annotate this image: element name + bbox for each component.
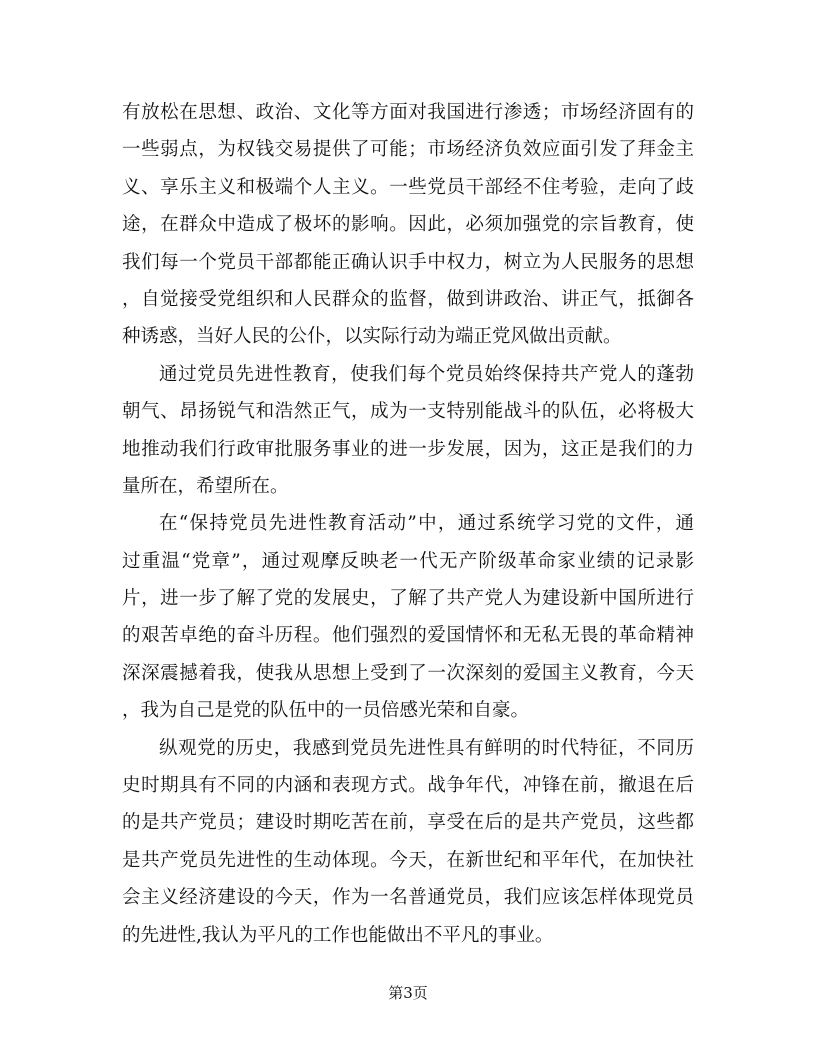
text-line: 途，在群众中造成了极坏的影响。因此，必须加强党的宗旨教育，使 [122,214,694,236]
text-line: 深深震撼着我，使我从思想上受到了一次深刻的爱国主义教育，今天 [122,662,694,684]
text-line: 会主义经济建设的今天，作为一名普通党员，我们应该怎样体现党员 [122,887,694,909]
text-line: 纵观党的历史，我感到党员先进性具有鲜明的时代特征，不同历 [159,737,694,759]
text-line: 的是共产党员；建设时期吃苦在前，享受在后的是共产党员，这些都 [122,812,694,834]
text-line: 通过党员先进性教育，使我们每个党员始终保持共产党人的蓬勃 [159,363,694,385]
text-line: 量所在，希望所在。 [122,475,289,497]
text-line: 一些弱点，为权钱交易提供了可能；市场经济负效应面引发了拜金主 [122,139,694,161]
text-line: 我们每一个党员干部都能正确认识手中权力，树立为人民服务的思想 [122,251,694,273]
text-line: 的艰苦卓绝的奋斗历程。他们强烈的爱国情怀和无私无畏的革命精神 [122,625,694,647]
text-line: 种诱惑，当好人民的公仆，以实际行动为端正党风做出贡献。 [122,326,622,348]
text-line: ，我为自己是党的队伍中的一员倍感光荣和自豪。 [122,700,530,722]
text-line: 是共产党员先进性的生动体现。今天，在新世纪和平年代，在加快社 [122,849,694,871]
text-line: 的先进性,我认为平凡的工作也能做出不平凡的事业。 [122,924,554,946]
text-line: 在“保持党员先进性教育活动”中，通过系统学习党的文件，通 [159,513,694,535]
text-line: 史时期具有不同的内涵和表现方式。战争年代，冲锋在前，撤退在后 [122,775,694,797]
text-line: 片，进一步了解了党的发展史，了解了共产党人为建设新中国所进行 [122,588,694,610]
page-number: 第3页 [388,984,428,1002]
text-line: ，自觉接受党组织和人民群众的监督，做到讲政治、讲正气，抵御各 [122,288,694,310]
text-line: 地推动我们行政审批服务事业的进一步发展，因为，这正是我们的力 [122,438,694,460]
text-line: 义、享乐主义和极端个人主义。一些党员干部经不住考验，走向了歧 [122,176,694,198]
text-line: 有放松在思想、政治、文化等方面对我国进行渗透；市场经济固有的 [122,102,694,123]
text-line: 朝气、昂扬锐气和浩然正气，成为一支特别能战斗的队伍，必将极大 [122,401,694,423]
text-line: 过重温“党章”，通过观摩反映老一代无产阶级革命家业绩的记录影 [122,550,694,572]
body-text [122,94,694,954]
